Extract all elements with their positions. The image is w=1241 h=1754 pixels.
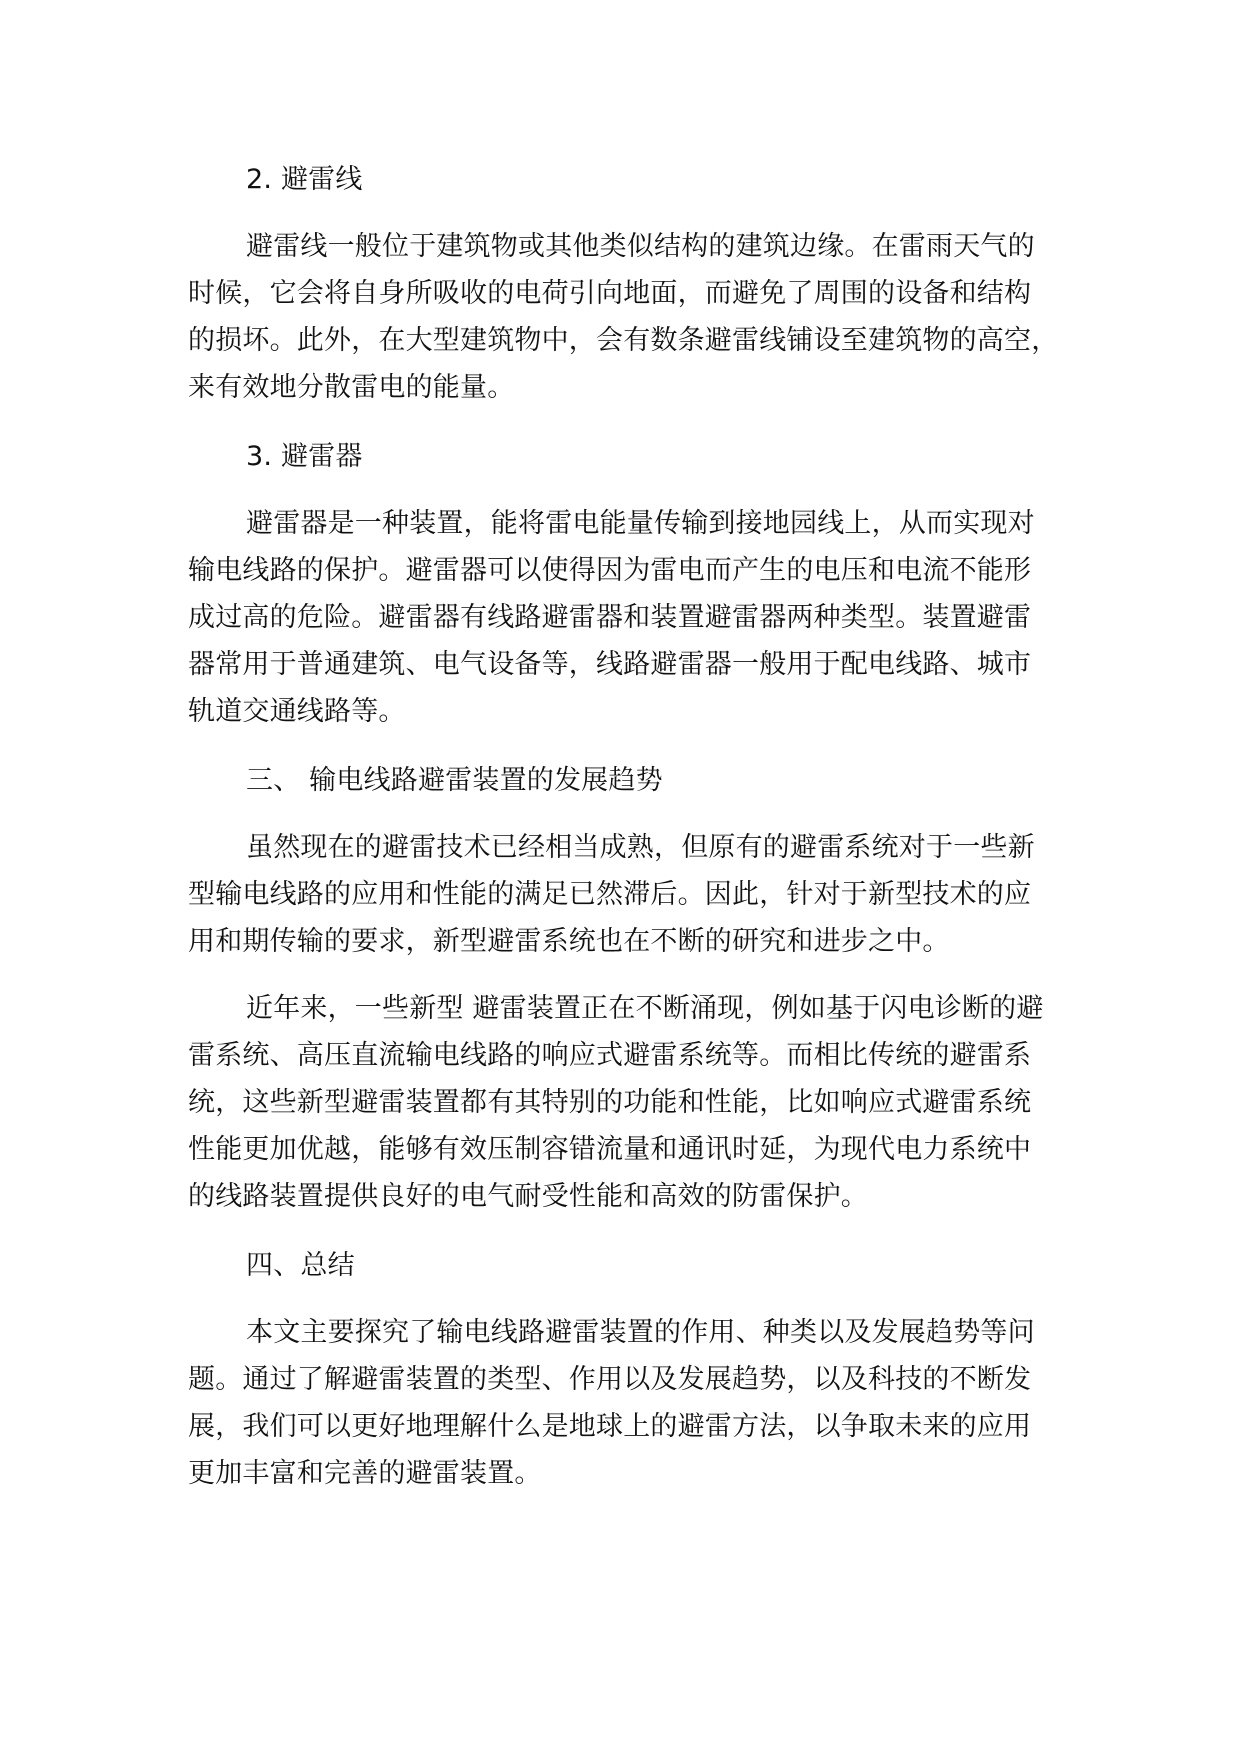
paragraph-line: 展，我们可以更好地理解什么是地球上的避雷方法，以争取未来的应用 <box>188 1411 1032 1442</box>
paragraph-line: 更加丰富和完善的避雷装置。 <box>188 1458 542 1489</box>
paragraph-line: 来有效地分散雷电的能量。 <box>188 372 515 403</box>
paragraph-trends-2 <box>188 985 1088 1220</box>
paragraph-line: 的损坏。此外，在大型建筑物中，会有数条避雷线铺设至建筑物的高空， <box>188 325 1059 356</box>
paragraph-trends-1 <box>188 824 1088 965</box>
section-heading-trends: 三、 输电线路避雷装置的发展趋势 <box>246 765 663 796</box>
paragraph-line: 避雷线一般位于建筑物或其他类似结构的建筑边缘。在雷雨天气的 <box>246 231 1035 262</box>
paragraph-line: 本文主要探究了输电线路避雷装置的作用、种类以及发展趋势等问 <box>246 1317 1035 1348</box>
section-heading-arrester: 3. 避雷器 <box>246 441 363 472</box>
paragraph-line: 近年来，一些新型 避雷装置正在不断涌现，例如基于闪电诊断的避 <box>246 993 1044 1024</box>
paragraph-line: 统，这些新型避雷装置都有其特别的功能和性能，比如响应式避雷系统 <box>188 1087 1032 1118</box>
section-heading-lightning-wire: 2. 避雷线 <box>246 164 363 195</box>
paragraph-line: 输电线路的保护。避雷器可以使得因为雷电而产生的电压和电流不能形 <box>188 555 1032 586</box>
paragraph-line: 避雷器是一种装置，能将雷电能量传输到接地园线上，从而实现对 <box>246 508 1035 539</box>
paragraph-line: 用和期传输的要求，新型避雷系统也在不断的研究和进步之中。 <box>188 926 950 957</box>
paragraph-line: 器常用于普通建筑、电气设备等，线路避雷器一般用于配电线路、城市 <box>188 649 1032 680</box>
paragraph-line: 雷系统、高压直流输电线路的响应式避雷系统等。而相比传统的避雷系 <box>188 1040 1032 1071</box>
paragraph-line: 性能更加优越，能够有效压制容错流量和通讯时延，为现代电力系统中 <box>188 1134 1032 1165</box>
paragraph-line: 题。通过了解避雷装置的类型、作用以及发展趋势，以及科技的不断发 <box>188 1364 1032 1395</box>
paragraph-line: 时候，它会将自身所吸收的电荷引向地面，而避免了周围的设备和结构 <box>188 278 1032 309</box>
paragraph-line: 轨道交通线路等。 <box>188 696 406 727</box>
paragraph-line: 的线路装置提供良好的电气耐受性能和高效的防雷保护。 <box>188 1181 868 1212</box>
paragraph-line: 虽然现在的避雷技术已经相当成熟，但原有的避雷系统对于一些新 <box>246 832 1035 863</box>
paragraph-lightning-wire <box>188 223 1088 411</box>
paragraph-summary <box>188 1309 1088 1497</box>
section-heading-summary: 四、总结 <box>246 1250 355 1281</box>
paragraph-line: 成过高的危险。避雷器有线路避雷器和装置避雷器两种类型。装置避雷 <box>188 602 1032 633</box>
document-body <box>188 156 1088 1497</box>
paragraph-arrester <box>188 500 1088 735</box>
paragraph-line: 型输电线路的应用和性能的满足已然滞后。因此，针对于新型技术的应 <box>188 879 1032 910</box>
